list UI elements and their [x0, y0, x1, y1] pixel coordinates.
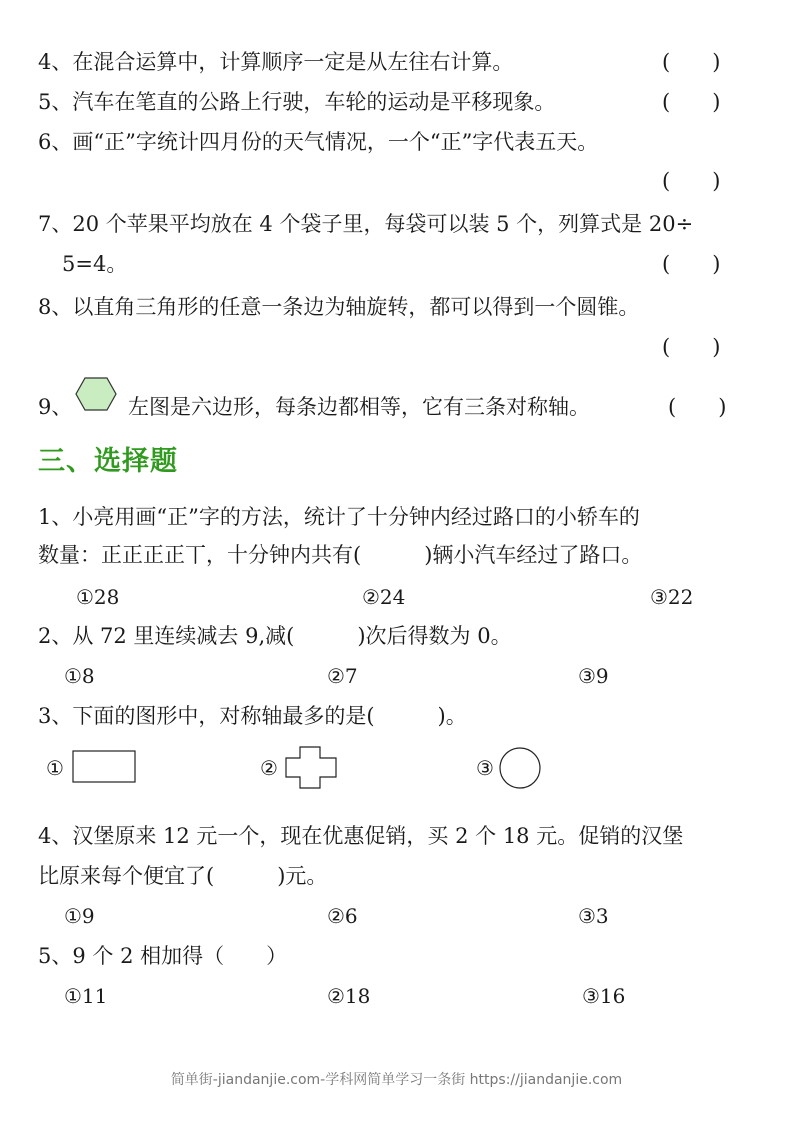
rectangle-figure[interactable]: [72, 750, 138, 786]
choice-q2-option-3[interactable]: ③9: [578, 664, 609, 688]
choice-q4-option-2[interactable]: ②6: [327, 904, 358, 928]
choice-q2-option-2[interactable]: ②7: [327, 664, 358, 688]
choice-q3-text: 3、下面的图形中，对称轴最多的是( )。: [38, 704, 467, 728]
choice-q3-option-3-label[interactable]: ③: [476, 756, 494, 780]
choice-q5-option-2[interactable]: ②18: [327, 984, 371, 1008]
circle-figure[interactable]: [498, 746, 542, 790]
judgement-q6-text: 6、画“正”字统计四月份的天气情况，一个“正”字代表五天。: [38, 130, 599, 154]
choice-q1-option-1[interactable]: ①28: [76, 585, 120, 609]
rectangle-shape: [73, 751, 135, 782]
choice-q5-text: 5、9 个 2 相加得（ ）: [38, 944, 288, 968]
circle-shape: [500, 748, 540, 788]
choice-q5-option-1[interactable]: ①11: [64, 984, 108, 1008]
cross-shape: [286, 747, 336, 788]
judgement-q5-answer-paren[interactable]: ( ): [662, 90, 721, 114]
choice-q1-text-continued: 数量：正正正正丅，十分钟内共有( )辆小汽车经过了路口。: [38, 543, 643, 567]
choice-q3-option-1-label[interactable]: ①: [46, 756, 64, 780]
cross-figure[interactable]: [284, 746, 338, 790]
choice-q4-text: 4、汉堡原来 12 元一个，现在优惠促销，买 2 个 18 元。促销的汉堡: [38, 824, 684, 848]
choice-q1-option-3[interactable]: ③22: [650, 585, 694, 609]
choice-q4-option-1[interactable]: ①9: [64, 904, 95, 928]
judgement-q7-text: 7、20 个苹果平均放在 4 个袋子里，每袋可以装 5 个，列算式是 20÷: [38, 212, 694, 236]
hexagon-shape: [76, 378, 116, 410]
section-title-choice: 三、选择题: [38, 446, 178, 477]
judgement-q7-text-continued: 5=4。: [62, 252, 128, 276]
choice-q3-option-2-label[interactable]: ②: [260, 756, 278, 780]
choice-q2-text: 2、从 72 里连续减去 9,减( )次后得数为 0。: [38, 624, 512, 648]
judgement-q4-answer-paren[interactable]: ( ): [662, 50, 721, 74]
judgement-q9-prefix: 9、: [38, 395, 73, 419]
hexagon-figure: [74, 376, 118, 412]
judgement-q8-text: 8、以直角三角形的任意一条边为轴旋转，都可以得到一个圆锥。: [38, 295, 640, 319]
choice-q5-option-3[interactable]: ③16: [582, 984, 626, 1008]
choice-q4-option-3[interactable]: ③3: [578, 904, 609, 928]
judgement-q8-answer-paren[interactable]: ( ): [662, 335, 721, 359]
judgement-q7-answer-paren[interactable]: ( ): [662, 252, 721, 276]
judgement-q9-text: 左图是六边形，每条边都相等，它有三条对称轴。: [128, 395, 590, 419]
choice-q2-option-1[interactable]: ①8: [64, 664, 95, 688]
judgement-q6-answer-paren[interactable]: ( ): [662, 169, 721, 193]
judgement-q5-text: 5、汽车在笔直的公路上行驶，车轮的运动是平移现象。: [38, 90, 556, 114]
choice-q4-text-continued: 比原来每个便宜了( )元。: [38, 864, 328, 888]
choice-q1-text: 1、小亮用画“正”字的方法，统计了十分钟内经过路口的小轿车的: [38, 505, 640, 529]
page-footer: 简单街-jiandanjie.com-学科网简单学习一条街 https://jiandanjie.com: [170, 1072, 623, 1088]
judgement-q4-text: 4、在混合运算中，计算顺序一定是从左往右计算。: [38, 50, 514, 74]
choice-q1-option-2[interactable]: ②24: [362, 585, 406, 609]
judgement-q9-answer-paren[interactable]: ( ): [668, 395, 727, 419]
